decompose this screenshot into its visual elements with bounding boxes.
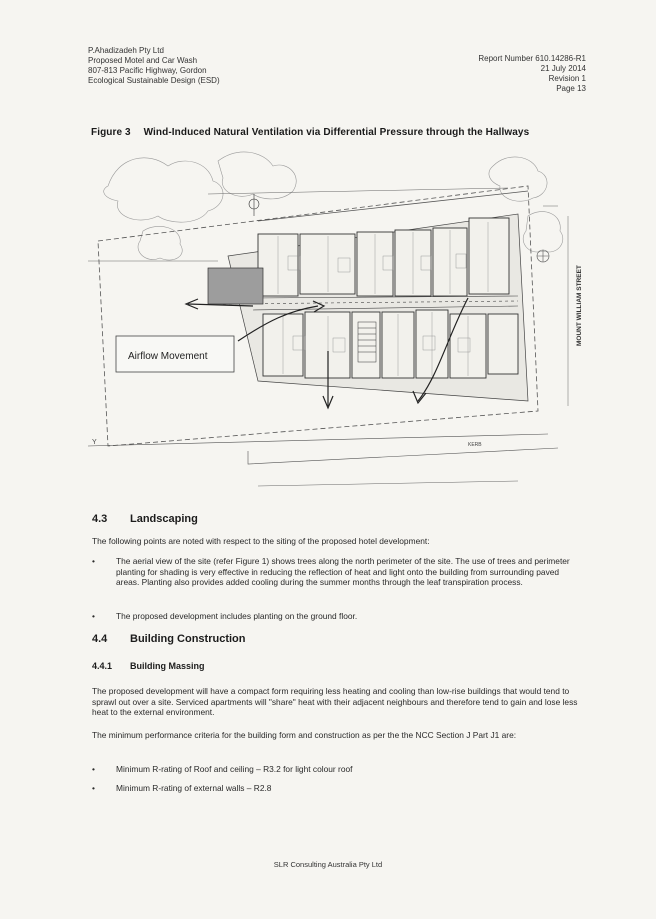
- header-right: [478, 54, 586, 94]
- header-date: 21 July 2014: [540, 64, 586, 73]
- building-north-wing: [258, 218, 509, 296]
- section-title: Building Construction: [130, 633, 246, 645]
- north-arrow: [249, 194, 259, 216]
- figure-caption: [91, 127, 529, 138]
- header-client: P.Ahadizadeh Pty Ltd: [88, 46, 164, 55]
- header-project: Proposed Motel and Car Wash: [88, 56, 198, 65]
- bullet-marker: •: [92, 611, 95, 621]
- y-axis-marker: Y: [92, 439, 97, 446]
- figure-label: Figure 3: [91, 127, 131, 138]
- massing-paragraph-2: The minimum performance criteria for the building form and construction as per the the NCC Section J Part J1 are:: [92, 730, 517, 740]
- massing-paragraph-1: The proposed development will have a compact form requiring less heating and cooling than low-rise buildings that would tend to sprawl out over a site. Serviced apartments will "share" heat with their adjacent neighbours and therefore tend to gain and lose less heat to the external environment.: [92, 686, 578, 718]
- subsection-title: Building Massing: [130, 661, 205, 671]
- bullet-text: The aerial view of the site (refer Figure 1) shows trees along the north perimeter of the site. The use of trees and perimeter planting for shading is very effective in reducing the reflection of heat and light onto the building from surrounding paved areas. Planting also provides added cooling during the summer months through the leaf transpiration process.: [116, 556, 570, 588]
- section-4-4-heading: [92, 633, 245, 645]
- subsection-number: 4.4.1: [92, 661, 113, 671]
- header-revision: Revision 1: [548, 74, 586, 83]
- street-label: MOUNT WILLIAM STREET: [576, 265, 583, 346]
- header-page: Page 13: [556, 84, 586, 93]
- bullet-text: Minimum R-rating of external walls – R2.8: [116, 783, 272, 793]
- header-address: 807-813 Pacific Highway, Gordon: [88, 66, 207, 75]
- bullet-text: The proposed development includes planting on the ground floor.: [116, 611, 358, 621]
- tree-symbol: [537, 250, 549, 262]
- kerb-line: [88, 434, 558, 464]
- bullet-marker: •: [92, 783, 95, 793]
- building-south-wing: [263, 310, 518, 378]
- section-4-4-1-heading: [92, 661, 205, 671]
- bullet-text: Minimum R-rating of Roof and ceiling – R3.2 for light colour roof: [116, 764, 353, 774]
- section-4-3-heading: [92, 513, 198, 525]
- section-number: 4.3: [92, 513, 108, 525]
- section-number: 4.4: [92, 633, 108, 645]
- airflow-label: Airflow Movement: [128, 351, 208, 362]
- landscaping-intro: The following points are noted with respect to the siting of the proposed hotel development:: [92, 536, 430, 546]
- section-title: Landscaping: [130, 513, 198, 525]
- figure-title: Wind-Induced Natural Ventilation via Differential Pressure through the Hallways: [143, 127, 530, 138]
- bullet-marker: •: [92, 556, 95, 566]
- plant-room-block: [208, 268, 263, 304]
- kerb-label: KERB: [468, 442, 482, 448]
- header-report-number: Report Number 610.14286-R1: [478, 54, 586, 63]
- bullet-marker: •: [92, 764, 95, 774]
- floor-plan-drawing: [88, 146, 588, 496]
- header-left: [88, 46, 220, 86]
- header-report-type: Ecological Sustainable Design (ESD): [88, 76, 220, 85]
- page-footer: SLR Consulting Australia Pty Ltd: [273, 860, 383, 869]
